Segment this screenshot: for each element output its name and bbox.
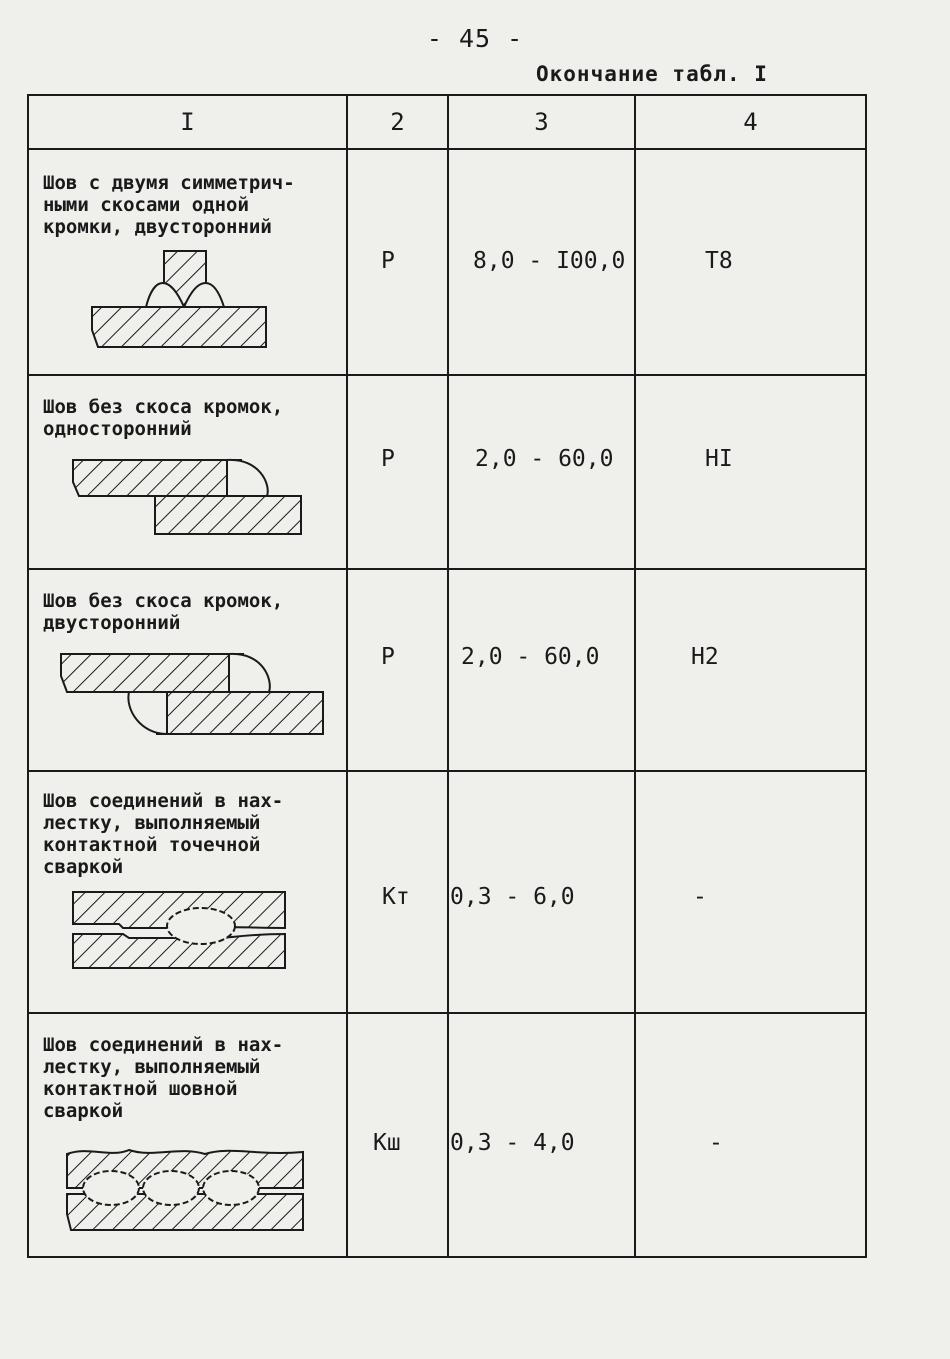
row-range: 8,0 - I00,0 <box>473 248 626 274</box>
row-designation: Р <box>381 248 395 274</box>
table-row <box>29 1014 865 1256</box>
header-col-3: 3 <box>534 108 549 136</box>
row-range: 2,0 - 60,0 <box>475 446 614 472</box>
row-range: 2,0 - 60,0 <box>461 644 600 670</box>
spot-weld-diagram <box>69 888 299 984</box>
table-row <box>29 376 865 568</box>
row-description: Шов без скоса кромок, двусторонний <box>43 590 284 634</box>
row-code: H2 <box>691 644 719 670</box>
header-col-2: 2 <box>390 108 405 136</box>
row-code: - <box>709 1130 723 1156</box>
row-description: Шов соединений в нах- лестку, выполняемый контактной шовной сваркой <box>43 1034 284 1122</box>
row-description: Шов с двумя симметрич- ными скосами одной кромки, двусторонний <box>43 172 295 238</box>
lap-weld-two-sides-diagram <box>57 648 327 748</box>
row-designation: Р <box>381 644 395 670</box>
lap-weld-one-side-diagram <box>69 454 319 544</box>
row-designation: Кш <box>373 1130 401 1156</box>
row-range: 0,3 - 4,0 <box>450 1130 575 1156</box>
symmetric-double-bevel-weld-diagram <box>84 245 274 355</box>
row-code: - <box>693 884 707 910</box>
row-designation: Р <box>381 446 395 472</box>
row-range: 0,3 - 6,0 <box>450 884 575 910</box>
header-col-1: I <box>180 108 195 136</box>
row-code: T8 <box>705 248 733 274</box>
page-number: - 45 - <box>426 24 524 53</box>
row-description: Шов без скоса кромок, односторонний <box>43 396 284 440</box>
table-row <box>29 150 865 374</box>
weld-table <box>27 94 867 1258</box>
table-caption: Окончание табл. I <box>536 62 768 86</box>
table-row <box>29 772 865 1012</box>
row-description: Шов соединений в нах- лестку, выполняемый контактной точечной сваркой <box>43 790 284 878</box>
seam-weld-diagram <box>59 1144 309 1244</box>
header-col-4: 4 <box>743 108 758 136</box>
row-designation: Кт <box>382 884 410 910</box>
row-code: HI <box>705 446 733 472</box>
table-row <box>29 570 865 770</box>
